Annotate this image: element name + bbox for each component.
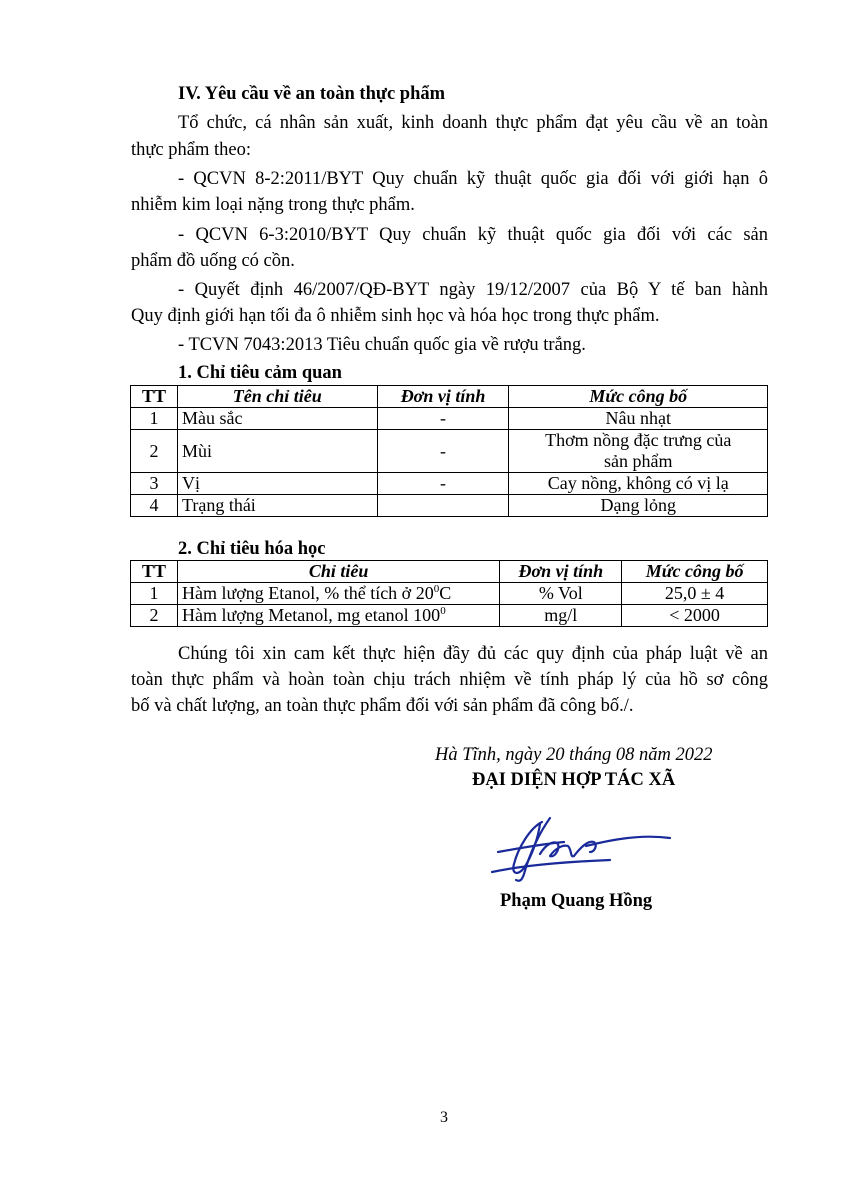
sensory-table xyxy=(130,385,768,517)
cell-name-text: Hàm lượng Metanol, mg etanol 100 xyxy=(181,605,441,625)
cell-value xyxy=(509,430,768,473)
cell-value: 25,0 ± 4 xyxy=(622,583,768,605)
intro-line-1: Tổ chức, cá nhân sản xuất, kinh doanh thực phẩm đạt yêu cầu về an toàn xyxy=(178,113,768,133)
col-header-unit: Đơn vị tính xyxy=(377,386,509,408)
col-header-value: Mức công bố xyxy=(622,561,768,583)
col-header-tt: TT xyxy=(131,386,178,408)
cell-unit: % Vol xyxy=(500,583,622,605)
requirement-3-line-2: Quy định giới hạn tối đa ô nhiễm sinh học và hóa học trong thực phẩm. xyxy=(131,306,660,326)
place-date: Hà Tĩnh, ngày 20 tháng 08 năm 2022 xyxy=(435,745,713,765)
table-row xyxy=(131,495,768,517)
cell-tt: 3 xyxy=(131,473,178,495)
cell-unit xyxy=(377,495,509,517)
superscript: 0 xyxy=(440,605,446,617)
cell-unit: mg/l xyxy=(500,605,622,627)
col-header-unit: Đơn vị tính xyxy=(500,561,622,583)
table-row xyxy=(131,583,768,605)
cell-tt: 2 xyxy=(131,430,178,473)
cell-name xyxy=(177,605,499,627)
cell-value-line-2: sản phẩm xyxy=(603,451,673,471)
cell-name: Màu sắc xyxy=(177,408,377,430)
table2-title: 2. Chỉ tiêu hóa học xyxy=(178,539,326,559)
col-header-name: Chỉ tiêu xyxy=(177,561,499,583)
col-header-value: Mức công bố xyxy=(509,386,768,408)
col-header-tt: TT xyxy=(131,561,178,583)
commitment-line-3: bố và chất lượng, an toàn thực phẩm đối với sản phẩm đã công bố./. xyxy=(131,696,634,716)
commitment-line-2: toàn thực phẩm và hoàn toàn chịu trách nhiệm về tính pháp lý của hồ sơ công xyxy=(131,670,768,690)
commitment-line-1: Chúng tôi xin cam kết thực hiện đầy đủ các quy định của pháp luật về an xyxy=(178,644,768,664)
chemical-table xyxy=(130,560,768,627)
table-row xyxy=(131,605,768,627)
table-row xyxy=(131,473,768,495)
cell-value-line-1: Thơm nồng đặc trưng của xyxy=(545,430,732,450)
cell-value: Cay nồng, không có vị lạ xyxy=(509,473,768,495)
cell-value: Nâu nhạt xyxy=(509,408,768,430)
requirement-1-line-1: - QCVN 8-2:2011/BYT Quy chuẩn kỹ thuật quốc gia đối với giới hạn ô xyxy=(178,169,768,189)
table1-title: 1. Chỉ tiêu cảm quan xyxy=(178,363,342,383)
signatory-name: Phạm Quang Hồng xyxy=(500,891,653,911)
handwritten-signature xyxy=(480,808,690,888)
cell-name-tail: C xyxy=(439,583,452,603)
col-header-name: Tên chỉ tiêu xyxy=(177,386,377,408)
cell-unit: - xyxy=(377,430,509,473)
cell-value: Dạng lỏng xyxy=(509,495,768,517)
table-row xyxy=(131,430,768,473)
requirement-1-line-2: nhiễm kim loại nặng trong thực phẩm. xyxy=(131,195,415,215)
table-header-row xyxy=(131,561,768,583)
cell-tt: 4 xyxy=(131,495,178,517)
requirement-4: - TCVN 7043:2013 Tiêu chuẩn quốc gia về rượu trắng. xyxy=(178,335,586,355)
cell-value: < 2000 xyxy=(622,605,768,627)
section-title: IV. Yêu cầu về an toàn thực phẩm xyxy=(178,84,446,104)
cell-unit: - xyxy=(377,473,509,495)
requirement-2-line-2: phẩm đồ uống có cồn. xyxy=(131,251,295,271)
cell-name: Mùi xyxy=(177,430,377,473)
superscript: 0 xyxy=(433,583,440,595)
cell-name: Vị xyxy=(177,473,377,495)
cell-tt: 1 xyxy=(131,583,178,605)
page-number: 3 xyxy=(440,1109,448,1126)
table-row xyxy=(131,408,768,430)
signatory-role: ĐẠI DIỆN HỢP TÁC XÃ xyxy=(472,770,676,790)
cell-name-text: Hàm lượng Etanol, % thể tích ở 20 xyxy=(181,583,434,603)
table-header-row xyxy=(131,386,768,408)
cell-name: Trạng thái xyxy=(177,495,377,517)
requirement-3-line-1: - Quyết định 46/2007/QĐ-BYT ngày 19/12/2007 của Bộ Y tế ban hành xyxy=(178,280,768,300)
requirement-2-line-1: - QCVN 6-3:2010/BYT Quy chuẩn kỹ thuật quốc gia đối với các sản xyxy=(178,225,768,245)
cell-unit: - xyxy=(377,408,509,430)
cell-name xyxy=(177,583,499,605)
intro-line-2: thực phẩm theo: xyxy=(131,140,251,160)
cell-tt: 2 xyxy=(131,605,178,627)
signature-strokes xyxy=(492,818,670,881)
cell-tt: 1 xyxy=(131,408,178,430)
